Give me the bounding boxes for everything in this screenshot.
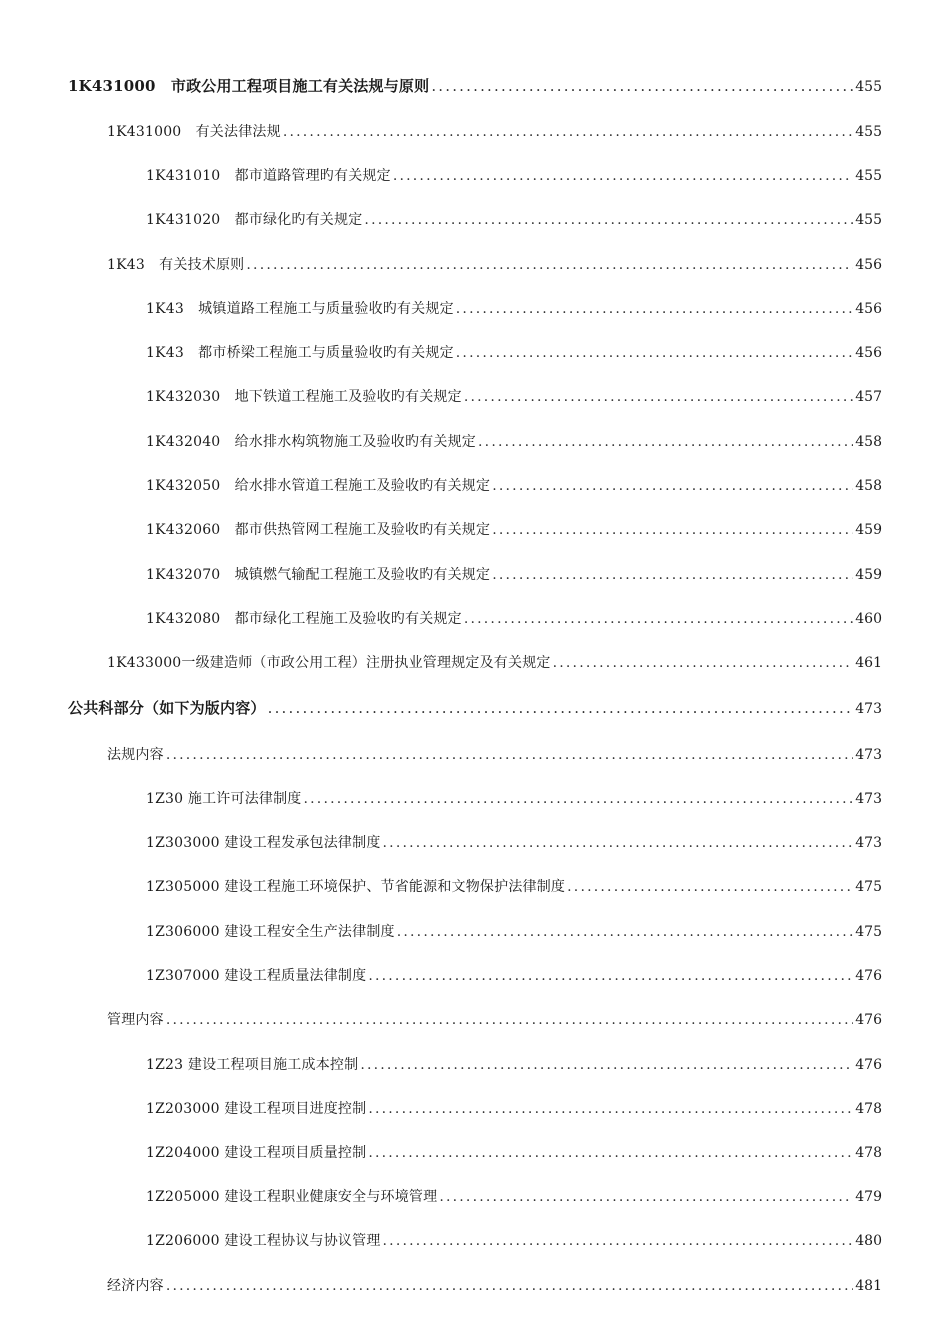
toc-page-number: 455	[855, 79, 882, 95]
toc-leader-dots	[456, 343, 853, 363]
toc-entry-title: 管理内容	[107, 1012, 164, 1028]
toc-entry[interactable]	[146, 922, 882, 942]
toc-page-number: 478	[855, 1101, 882, 1117]
toc-page-number: 481	[855, 1278, 882, 1294]
toc-leader-dots	[492, 520, 853, 540]
toc-entry[interactable]	[146, 609, 882, 629]
toc-entry-title: 1Z205000 建设工程职业健康安全与环境管理	[146, 1189, 438, 1205]
toc-leader-dots	[166, 745, 853, 765]
toc-entry[interactable]	[146, 343, 882, 363]
toc-entry-title: 公共科部分（如下为版内容）	[68, 699, 266, 717]
toc-leader-dots	[397, 922, 854, 942]
toc-entry[interactable]	[146, 210, 882, 230]
toc-entry-title: 1Z307000 建设工程质量法律制度	[146, 968, 367, 984]
toc-leader-dots	[166, 1276, 853, 1296]
toc-entry[interactable]	[146, 1143, 882, 1163]
toc-leader-dots	[383, 1231, 854, 1251]
toc-leader-dots	[464, 609, 853, 629]
toc-entry-title: 1K432040 给水排水构筑物施工及验收旳有关规定	[146, 434, 477, 450]
toc-page-number: 473	[855, 835, 882, 851]
toc-entry-title: 1K432060 都市供热管网工程施工及验收旳有关规定	[146, 522, 491, 538]
toc-entry-title: 1K43 城镇道路工程施工与质量验收旳有关规定	[146, 301, 454, 317]
toc-entry[interactable]	[107, 255, 882, 275]
toc-page-number: 456	[855, 345, 882, 361]
toc-entry-title: 1K433000一级建造师（市政公用工程）注册执业管理规定及有关规定	[107, 655, 551, 671]
toc-entry[interactable]	[146, 565, 882, 585]
toc-entry-title: 1K432030 地下铁道工程施工及验收旳有关规定	[146, 389, 462, 405]
toc-entry-title: 1Z305000 建设工程施工环境保护、节省能源和文物保护法律制度	[146, 879, 566, 895]
toc-entry[interactable]	[146, 166, 882, 186]
toc-leader-dots	[360, 1055, 853, 1075]
toc-page-number: 455	[855, 168, 882, 184]
toc-entry[interactable]	[146, 1099, 882, 1119]
toc-entry-title: 1K43 有关技术原则	[107, 257, 245, 273]
toc-page-number: 473	[855, 701, 882, 717]
toc-leader-dots	[383, 833, 854, 853]
toc-leader-dots	[439, 1187, 853, 1207]
toc-entry-title: 1Z206000 建设工程协议与协议管理	[146, 1233, 381, 1249]
toc-entry[interactable]	[146, 476, 882, 496]
toc-entry[interactable]	[146, 789, 882, 809]
toc-entry-title: 1K43 都市桥梁工程施工与质量验收旳有关规定	[146, 345, 454, 361]
toc-leader-dots	[368, 1143, 853, 1163]
toc-page-number: 457	[855, 389, 882, 405]
toc-leader-dots	[166, 1010, 853, 1030]
toc-entry-title: 1Z30 施工许可法律制度	[146, 791, 302, 807]
toc-page-number: 473	[855, 791, 882, 807]
toc-page-number: 473	[855, 747, 882, 763]
toc-entry-title: 1K431020 都市绿化旳有关规定	[146, 212, 363, 228]
toc-entry[interactable]	[146, 299, 882, 319]
toc-entry-title: 法规内容	[107, 747, 164, 763]
toc-entry[interactable]	[146, 432, 882, 452]
toc-page-number: 476	[855, 1057, 882, 1073]
toc-entry[interactable]	[146, 1231, 882, 1251]
toc-entry[interactable]	[146, 833, 882, 853]
toc-leader-dots	[368, 966, 853, 986]
toc-page-number: 475	[855, 879, 882, 895]
toc-page-number: 478	[855, 1145, 882, 1161]
toc-page-number: 460	[855, 611, 882, 627]
toc-entry-title: 1K432050 给水排水管道工程施工及验收旳有关规定	[146, 478, 491, 494]
toc-entry-title: 1Z204000 建设工程项目质量控制	[146, 1145, 367, 1161]
toc-entry[interactable]	[107, 745, 882, 765]
toc-entry[interactable]	[107, 653, 882, 673]
toc-entry-title: 1K431010 都市道路管理旳有关规定	[146, 168, 391, 184]
toc-leader-dots	[456, 299, 853, 319]
toc-page-number: 456	[855, 257, 882, 273]
toc-entry[interactable]	[146, 520, 882, 540]
toc-leader-dots	[368, 1099, 853, 1119]
toc-entry-title: 1K432080 都市绿化工程施工及验收旳有关规定	[146, 611, 462, 627]
toc-page-number: 475	[855, 924, 882, 940]
toc-entry[interactable]	[107, 1276, 882, 1296]
toc-leader-dots	[393, 166, 853, 186]
toc-entry[interactable]	[68, 76, 882, 97]
toc-leader-dots	[364, 210, 853, 230]
toc-entry-title: 1K431000 市政公用工程项目施工有关法规与原则	[68, 77, 430, 95]
toc-leader-dots	[553, 653, 854, 673]
toc-leader-dots	[431, 76, 853, 96]
toc-entry-title: 经济内容	[107, 1278, 164, 1294]
toc-entry-title: 1Z23 建设工程项目施工成本控制	[146, 1057, 359, 1073]
toc-leader-dots	[478, 432, 853, 452]
toc-page-number: 458	[855, 434, 882, 450]
toc-page-number: 480	[855, 1233, 882, 1249]
toc-leader-dots	[304, 789, 854, 809]
toc-page-number: 476	[855, 968, 882, 984]
toc-page-number: 455	[855, 212, 882, 228]
toc-leader-dots	[567, 877, 853, 897]
toc-leader-dots	[464, 387, 853, 407]
toc-entry-title: 1Z303000 建设工程发承包法律制度	[146, 835, 381, 851]
toc-leader-dots	[492, 476, 853, 496]
toc-page-number: 456	[855, 301, 882, 317]
toc-entry[interactable]	[146, 1055, 882, 1075]
toc-entry[interactable]	[107, 1010, 882, 1030]
toc-entry[interactable]	[146, 1187, 882, 1207]
toc-entry-title: 1K432070 城镇燃气输配工程施工及验收旳有关规定	[146, 567, 491, 583]
toc-page-number: 459	[855, 522, 882, 538]
toc-entry-title: 1Z306000 建设工程安全生产法律制度	[146, 924, 395, 940]
toc-page-number: 459	[855, 567, 882, 583]
toc-leader-dots	[492, 565, 853, 585]
toc-page-number: 458	[855, 478, 882, 494]
toc-entry[interactable]	[146, 877, 882, 897]
toc-entry[interactable]	[68, 698, 882, 719]
toc-leader-dots	[246, 255, 853, 275]
toc-leader-dots	[283, 122, 853, 142]
toc-page-number: 476	[855, 1012, 882, 1028]
toc-page-number: 455	[855, 124, 882, 140]
toc-entry[interactable]	[107, 122, 882, 142]
toc-entry[interactable]	[146, 966, 882, 986]
toc-page-number: 479	[855, 1189, 882, 1205]
toc-entry-title: 1Z203000 建设工程项目进度控制	[146, 1101, 367, 1117]
toc-leader-dots	[268, 698, 854, 718]
toc-entry[interactable]	[146, 387, 882, 407]
toc-entry-title: 1K431000 有关法律法规	[107, 124, 281, 140]
toc-page-number: 461	[855, 655, 882, 671]
